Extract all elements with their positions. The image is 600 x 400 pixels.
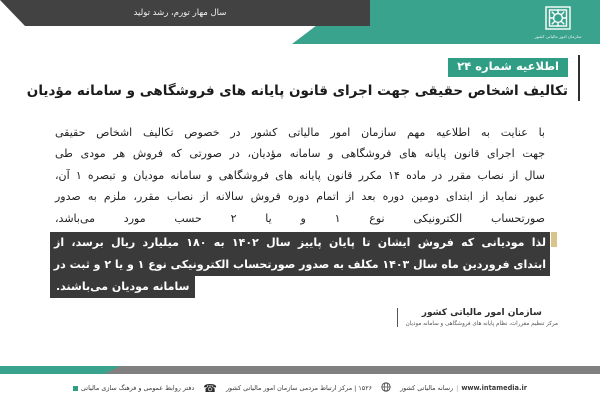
highlight-callout — [50, 232, 550, 298]
page-footer — [0, 378, 600, 398]
page-title: تکالیف اشخاص حقیقی جهت اجرای قانون پایانه های فروشگاهی و سامانه مؤدیان — [26, 82, 568, 99]
footer-separator-2: | — [456, 384, 459, 392]
body-line-1: با عنایت به اطلاعیه مهم سازمان امور مالیاتی کشور در خصوص تکالیف اشخاص حقیقی — [55, 126, 545, 139]
green-square-icon — [73, 386, 78, 391]
signature-block — [397, 308, 558, 327]
page-header — [0, 0, 600, 44]
callout-line-1: لذا مودیانی که فروش ایشان تا پایان پاییز سال ۱۴۰۲ به ۱۸۰ میلیارد ریال برسد، از — [50, 232, 550, 254]
body-line-3: سال از نصاب مقرر در ماده ۱۴ مکرر قانون پایانه های فروشگاهی و سامانه مودیان و تبصره ۱ آن، — [55, 168, 546, 182]
footer-website[interactable] — [400, 384, 527, 392]
globe-icon — [381, 382, 391, 394]
callout-line-2: ابتدای فروردین ماه سال ۱۴۰۳ مکلف به صدور صورتحساب الکترونیکی نوع ۱ و یا ۲ و ثبت در — [50, 254, 550, 276]
body-line-4: عبور نماید از ابتدای دومین دوره بعد از اتمام دوره فروش سالانه از نصاب مقرر، ملزم به صدور — [55, 190, 545, 204]
body-line-2: جهت اجرای قانون پایانه های فروشگاهی و سامانه مؤدیان، در صورتی که فروش هر مودی طی — [55, 147, 545, 161]
callout-marker-icon — [551, 232, 557, 247]
website-label: رسانه مالیاتی کشور — [400, 384, 454, 392]
national-emblem-icon — [543, 5, 573, 33]
telephone-icon: ☎ — [203, 381, 217, 395]
body-line-5: صورتحساب الکترونیکی نوع ۱ و یا ۲ حسب مورد می‌باشد، — [55, 211, 546, 225]
call-center-text: ۱۵۲۶ | مرکز ارتباط مردمی سازمان امور مالیاتی کشور — [225, 384, 373, 392]
footer-call-center — [226, 384, 372, 392]
footer-divider-bar — [0, 366, 600, 374]
logo-caption: سازمان امور مالیاتی کشور — [534, 34, 582, 39]
footer-public-relations — [73, 384, 194, 392]
organization-logo — [534, 5, 582, 43]
callout-line-3: سامانه مودیان می‌باشند. — [50, 276, 195, 298]
body-text — [55, 122, 545, 229]
signature-department: مرکز تنظیم مقررات، نظام پایانه های فروشگاهی و سامانه مودیان — [405, 321, 558, 327]
header-slogan-text: سال مهار تورم، رشد تولید — [133, 8, 227, 18]
website-url[interactable]: www.intamedia.ir — [461, 384, 528, 392]
footer-bar-green — [0, 366, 120, 374]
signature-organization: سازمان امور مالیاتی کشور — [421, 308, 542, 318]
title-block — [20, 55, 580, 101]
announcement-number-badge: اطلاعیه شماره ۲۴ — [448, 58, 568, 77]
public-relations-text: دفتر روابط عمومی و فرهنگ سازی مالیاتی — [80, 384, 195, 392]
